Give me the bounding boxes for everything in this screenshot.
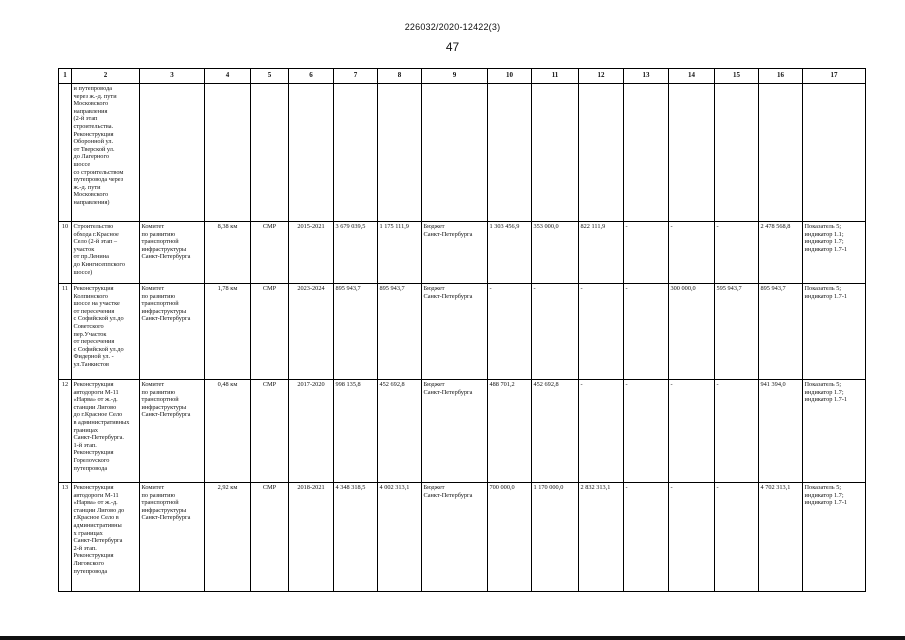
table-cell: 2 832 313,1	[579, 483, 624, 592]
column-header: 7	[334, 69, 378, 84]
column-header: 4	[205, 69, 251, 84]
table-cell	[579, 84, 624, 222]
column-header: 17	[803, 69, 866, 84]
table-cell: 2,92 км	[205, 483, 251, 592]
table-cell: Показатель 5; индикатор 1.1; индикатор 1.7; индикатор 1.7-1	[803, 222, 866, 284]
column-header: 6	[289, 69, 334, 84]
table-row	[59, 284, 866, 380]
table-cell: -	[488, 284, 532, 380]
table-cell: 700 000,0	[488, 483, 532, 592]
table-row	[59, 380, 866, 483]
table-cell	[488, 84, 532, 222]
table-cell	[803, 84, 866, 222]
table-cell: 2018-2021	[289, 483, 334, 592]
table-cell: 2017-2020	[289, 380, 334, 483]
column-header: 16	[759, 69, 803, 84]
table-cell: Комитет по развитию транспортной инфраструктуры Санкт-Петербурга	[140, 222, 205, 284]
table-cell: Реконструкция Колпинского шоссе на участке от пересечения с Софийской ул.до Советского пер.Участок от пересечения с Софийской ул.до Фидерной ул. - ул.Танкистов	[72, 284, 140, 380]
document-number: 226032/2020-12422(3)	[404, 22, 501, 32]
column-header: 1	[59, 69, 72, 84]
table-cell: 2015-2021	[289, 222, 334, 284]
table-cell: -	[624, 222, 669, 284]
table-cell: СМР	[251, 380, 289, 483]
column-header: 12	[579, 69, 624, 84]
table-cell: 452 692,8	[532, 380, 579, 483]
table-cell: -	[579, 380, 624, 483]
table-cell: Реконструкция автодороги М-11 «Нарва» от ж.-д. станции Лигово до г.Красное Село в административны х границах Санкт-Петербурга 2-й этап. Реконструкция Лиговского путепровода	[72, 483, 140, 592]
table-cell: Бюджет Санкт-Петербурга	[422, 222, 488, 284]
table-cell	[422, 84, 488, 222]
table-cell: СМР	[251, 284, 289, 380]
table-cell: 595 943,7	[715, 284, 759, 380]
table-cell: 1 303 456,9	[488, 222, 532, 284]
table-row	[59, 222, 866, 284]
table-cell: 353 000,0	[532, 222, 579, 284]
table-cell: -	[669, 222, 715, 284]
table-row	[59, 84, 866, 222]
table-cell: Бюджет Санкт-Петербурга	[422, 483, 488, 592]
table-cell: 895 943,7	[334, 284, 378, 380]
table-cell: Бюджет Санкт-Петербурга	[422, 380, 488, 483]
table-cell: 1 175 111,9	[378, 222, 422, 284]
table-cell: 941 394,0	[759, 380, 803, 483]
table-cell: -	[532, 284, 579, 380]
table-cell: СМР	[251, 222, 289, 284]
table-cell: 10	[59, 222, 72, 284]
table-cell: 8,38 км	[205, 222, 251, 284]
table-cell	[140, 84, 205, 222]
page-number: 47	[445, 40, 460, 54]
table-header-row	[59, 69, 866, 84]
table-cell: СМР	[251, 483, 289, 592]
column-header: 9	[422, 69, 488, 84]
scan-edge	[0, 636, 905, 640]
table-cell: 2023-2024	[289, 284, 334, 380]
table-cell: 0,48 км	[205, 380, 251, 483]
table-cell: 452 692,8	[378, 380, 422, 483]
table-cell	[532, 84, 579, 222]
table-row	[59, 483, 866, 592]
table-cell: Комитет по развитию транспортной инфраструктуры Санкт-Петербурга	[140, 284, 205, 380]
table-cell	[759, 84, 803, 222]
table-cell: 4 702 313,1	[759, 483, 803, 592]
table-cell: 300 000,0	[669, 284, 715, 380]
column-header: 3	[140, 69, 205, 84]
table-cell	[624, 84, 669, 222]
table-cell: 3 679 039,5	[334, 222, 378, 284]
table-cell: -	[715, 222, 759, 284]
table-cell: -	[624, 284, 669, 380]
table-cell: и путепровода через ж.-д. пути Московского направления (2-й этап строительства. Реконструкция Оборонной ул. от Тверской ул. до Лагерного шоссе со строительством путепровода через ж.-д. пути Московского направления)	[72, 84, 140, 222]
table-cell: 1 170 000,0	[532, 483, 579, 592]
table-cell: 895 943,7	[378, 284, 422, 380]
column-header: 10	[488, 69, 532, 84]
column-header: 2	[72, 69, 140, 84]
table-cell: 2 478 568,8	[759, 222, 803, 284]
column-header: 15	[715, 69, 759, 84]
table-cell: 895 943,7	[759, 284, 803, 380]
table-cell: Строительство обхода г.Красное Село (2-й этап – участок от пр.Ленина до Кингисеппского шоссе)	[72, 222, 140, 284]
table-cell	[715, 84, 759, 222]
table-cell: -	[579, 284, 624, 380]
table-cell: 11	[59, 284, 72, 380]
table-cell	[289, 84, 334, 222]
table-cell: 488 701,2	[488, 380, 532, 483]
table-cell: -	[715, 483, 759, 592]
table-cell	[334, 84, 378, 222]
column-header: 14	[669, 69, 715, 84]
table-cell: -	[624, 380, 669, 483]
table-cell	[251, 84, 289, 222]
table-cell: -	[624, 483, 669, 592]
column-header: 5	[251, 69, 289, 84]
table-cell: Реконструкция автодороги М-11 «Нарва» от ж.-д. станции Лигово до г.Красное Село в административных границах Санкт-Петербурга. 1-й этап. Реконструкция Горелovского путепровода	[72, 380, 140, 483]
table-cell: 12	[59, 380, 72, 483]
table-cell: 998 135,8	[334, 380, 378, 483]
table-cell: Комитет по развитию транспортной инфраструктуры Санкт-Петербурга	[140, 483, 205, 592]
table-cell: Показатель 5; индикатор 1.7-1	[803, 284, 866, 380]
data-table	[58, 68, 866, 592]
column-header: 11	[532, 69, 579, 84]
table-cell: Показатель 5; индикатор 1.7; индикатор 1.7-1	[803, 380, 866, 483]
table-cell	[205, 84, 251, 222]
table-cell: -	[669, 380, 715, 483]
table-cell: -	[669, 483, 715, 592]
table-cell	[378, 84, 422, 222]
table-cell: 4 348 318,5	[334, 483, 378, 592]
table-cell: -	[715, 380, 759, 483]
table-cell: Бюджет Санкт-Петербурга	[422, 284, 488, 380]
table-cell: 4 002 313,1	[378, 483, 422, 592]
column-header: 8	[378, 69, 422, 84]
table-cell: 822 111,9	[579, 222, 624, 284]
column-header: 13	[624, 69, 669, 84]
table-cell	[669, 84, 715, 222]
table-cell	[59, 84, 72, 222]
table-cell: Показатель 5; индикатор 1.7; индикатор 1.7-1	[803, 483, 866, 592]
table-cell: 13	[59, 483, 72, 592]
table-cell: 1,78 км	[205, 284, 251, 380]
table-cell: Комитет по развитию транспортной инфраструктуры Санкт-Петербурга	[140, 380, 205, 483]
